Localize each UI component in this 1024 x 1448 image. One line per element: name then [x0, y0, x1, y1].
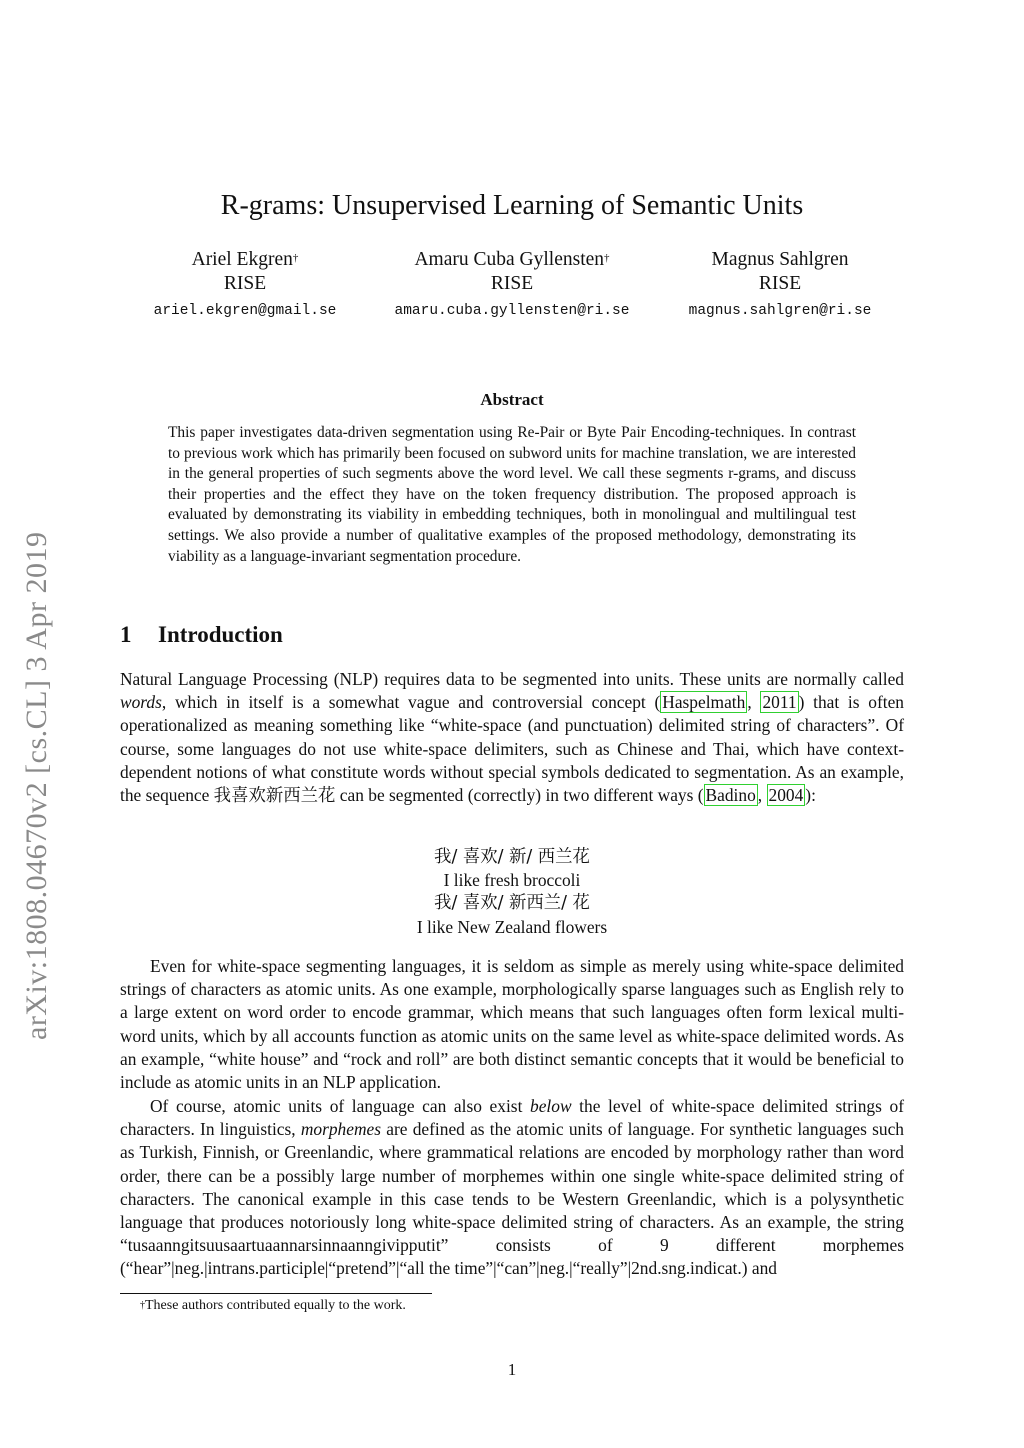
- example-translation: I like fresh broccoli: [443, 870, 581, 891]
- citation-link[interactable]: Badino: [705, 785, 756, 806]
- section-heading: [120, 621, 904, 649]
- citation-link[interactable]: 2004: [768, 785, 804, 806]
- abstract-heading: Abstract: [480, 390, 544, 409]
- footnote-mark: †: [140, 1300, 145, 1311]
- paragraph-3: Of course, atomic units of language can also exist below the level of white-space delimited strings of characters. In linguistics, morphemes are defined as the atomic units of language. For synthetic languages such as Turkish, Finnish, or Greenlandic, where grammatical relations are encoded by morphology rather than word order, there can be a possibly large number of morphemes within one single white-space delimited string of characters. The canonical example in this case tends to be Western Greenlandic, which is a polysynthetic language that produces notoriously long white-space delimited string of characters. As an example, the string “tusaanngitsuusaartuaannarsinnaanngivipputit” consists of 9 different morphemes (“hear”|neg.|intrans.participle|“pretend”|“all the time”|“can”|neg.|“really”|2nd.sng.indicat.) and: [120, 1096, 904, 1279]
- segmentation-examples: [120, 846, 904, 939]
- emphasis: words: [120, 692, 162, 713]
- author-affiliation: RISE: [758, 273, 802, 294]
- footnote-divider: [120, 1293, 432, 1294]
- footnote-text: These authors contributed equally to the work.: [145, 1298, 406, 1313]
- author-1: [140, 248, 350, 326]
- author-email: ariel.ekgren@gmail.se: [153, 303, 337, 319]
- author-name: Ariel Ekgren: [191, 249, 293, 270]
- citation-link[interactable]: 2011: [762, 692, 797, 713]
- author-2: [382, 248, 642, 326]
- author-email: magnus.sahlgren@ri.se: [688, 303, 872, 319]
- dagger-mark: †: [292, 252, 299, 264]
- example-segmentation: 我/ 喜欢/ 新西兰/ 花: [434, 893, 590, 914]
- author-name: Magnus Sahlgren: [711, 249, 849, 270]
- author-email: amaru.cuba.gyllensten@ri.se: [394, 303, 630, 319]
- arxiv-identifier: arXiv:1808.04670v2 [cs.CL] 3 Apr 2019: [20, 531, 53, 1040]
- citation-link[interactable]: Haspelmath: [662, 692, 746, 713]
- author-block: [120, 248, 904, 328]
- paragraph-2: Even for white-space segmenting languages, it is seldom as simple as merely using white-space delimited strings of characters as atomic units. As one example, morphologically sparse languages such as English rely to a large extent on word order to encode grammar, which means that such languages often form lexical multi-word units, which by all accounts function as atomic units on the same level as white-space delimited words. As an example, “white house” and “rock and roll” are both distinct semantic concepts that it would be beneficial to include as atomic units in an NLP application.: [120, 956, 904, 1093]
- author-affiliation: RISE: [223, 273, 267, 294]
- section-title: Introduction: [158, 622, 283, 647]
- section-number: 1: [120, 622, 132, 647]
- abstract-text: This paper investigates data-driven segmentation using Re-Pair or Byte Pair Encoding-techniques. In contrast to previous work which has primarily been focused on subword units for machine translation, we are interested in the general properties of such segments above the word level. We call these segments r-grams, and discuss their properties and the effect they have on the token frequency distribution. The proposed approach is evaluated by demonstrating its viability in embedding techniques, both in monolingual and multilingual test settings. We also provide a number of qualitative examples of the proposed methodology, demonstrating its viability as a language-invariant segmentation procedure.: [168, 424, 856, 565]
- paper-title: R-grams: Unsupervised Learning of Semantic Units: [220, 190, 804, 221]
- example-translation: I like New Zealand flowers: [416, 916, 608, 937]
- dagger-mark: †: [604, 252, 610, 264]
- emphasis: morphemes: [300, 1119, 382, 1140]
- page-number: 1: [507, 1360, 517, 1379]
- chinese-sequence: 我喜欢新西兰花: [213, 786, 336, 807]
- example-segmentation: 我/ 喜欢/ 新/ 西兰花: [434, 847, 590, 867]
- author-3: [675, 248, 885, 326]
- author-name: Amaru Cuba Gyllensten: [414, 249, 605, 270]
- author-affiliation: RISE: [490, 273, 534, 294]
- emphasis: below: [530, 1096, 572, 1116]
- paragraph-1: Natural Language Processing (NLP) requires data to be segmented into units. These units are normally called words, which in itself is a somewhat vague and controversial concept ( Haspelmath , 2011 ) that is often operationalized as meaning something like “white-space (and punctuation) delimited string of characters”. Of course, some languages do not use white-space delimiters, such as Chinese and Thai, which have context-dependent notions of what constitute words without special symbols dedicated to segmentation. As an example, the sequence 我喜欢新西兰花 can be segmented (correctly) in two different ways ( Badino , 2004 ):: [120, 669, 904, 807]
- footnote: [140, 1296, 904, 1316]
